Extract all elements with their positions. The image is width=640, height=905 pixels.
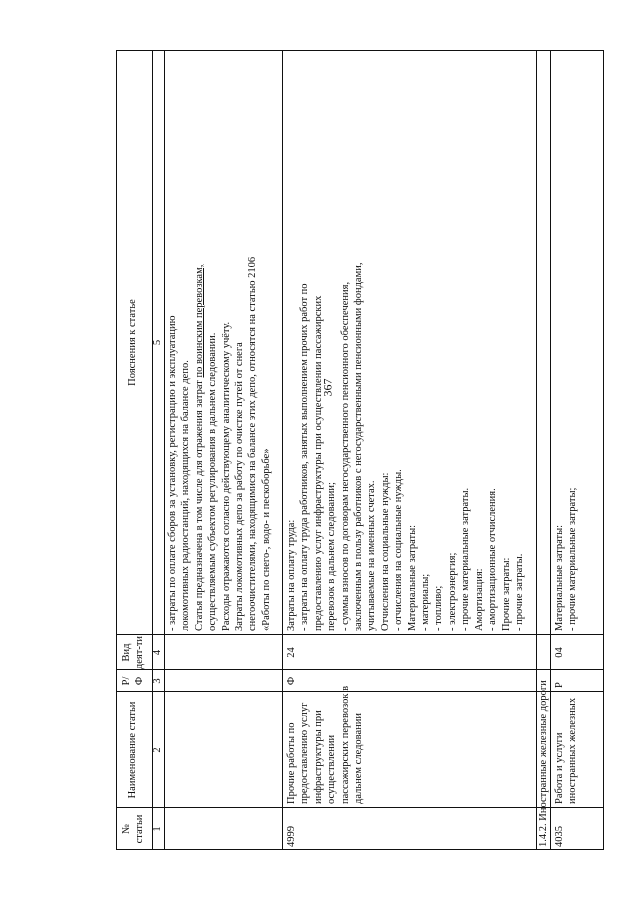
explanation-line: Отчисления на социальные нужды:: [379, 472, 391, 631]
header-col2: Наименование статьи: [127, 701, 138, 799]
explanation-line: - амортизационные отчисления.: [487, 488, 499, 631]
explanation-line: Затраты на оплату труда:: [286, 519, 297, 631]
explanation-line: - прочие затраты.: [513, 553, 525, 631]
header-col3-line: Ф: [134, 676, 146, 686]
explanation-line: перевозок в дальнем следовании;: [326, 482, 338, 631]
explanation-line: учитываемые на именных счетах.: [366, 480, 378, 631]
underlined-text: по воинским перевозкам,: [193, 264, 205, 378]
col-number: 3: [152, 678, 163, 684]
name-line: предоставлению услуг: [299, 702, 311, 804]
explanation-line: предоставлению услуг инфраструктуры при осуществлении пассажирских: [312, 295, 324, 631]
row-4999-activity: 24: [286, 647, 297, 658]
name-line: Работа и услуги: [554, 732, 565, 804]
col-separator: [116, 669, 604, 670]
explanation-line: Затраты локомотивных депо за работу по очистке путей от снега: [234, 342, 246, 631]
col-number: 4: [152, 649, 163, 656]
continued-explanation: [166, 53, 273, 631]
col-number: 2: [152, 747, 163, 753]
explanation-line: Расходы отражаются согласно действующему аналитическому учёту.: [220, 321, 232, 631]
explanation-line: - материалы;: [420, 573, 432, 631]
explanation-line: - отчисления на социальные нужды.: [393, 469, 405, 631]
numbers-row-border: [164, 50, 165, 850]
explanation-line: локомотивных радиостанций, находящихся на балансе депо.: [180, 360, 192, 631]
explanation-line: заключенным в пользу работников с негосударственными пенсионными фондами,: [353, 262, 365, 631]
name-line: пассажирских перевозок в: [339, 685, 351, 804]
explanation-line: - затраты по оплате сборов за установку, регистрацию и эксплуатацию: [167, 315, 178, 631]
row-4035-code: 4035: [554, 826, 565, 847]
explanation-line: Материальные затраты:: [406, 524, 418, 631]
header-col3: [120, 670, 147, 692]
header-col1-line: статьи: [134, 814, 146, 844]
row-4035-explanation: [553, 53, 580, 631]
row-4035-activity: 04: [554, 647, 565, 658]
explanation-line: - суммы взносов по договорам негосударственного пенсионного обеспечения,: [339, 281, 351, 631]
header-col1: [120, 808, 147, 850]
section-heading: 1.4.2. Иностранные железные дороги: [538, 680, 549, 847]
col-separator: [116, 691, 604, 692]
header-col4-line: Вид: [121, 643, 132, 662]
name-line: инфраструктуры при: [312, 710, 324, 804]
explanation-line: снегоочистителями, находящимися на балансе этих депо, относятся на статью 2106: [247, 256, 259, 631]
explanation-line: Прочие затраты:: [500, 557, 512, 631]
header-col4-line: деят-ти: [134, 635, 146, 670]
row-4035-name: [553, 694, 580, 804]
header-col1-line: №: [121, 823, 132, 835]
explanation-line: Амортизация:: [473, 568, 485, 631]
col-number: 1: [152, 826, 163, 832]
row-4999-name: [285, 685, 365, 804]
col-separator: [116, 634, 604, 635]
name-line: иностранных железных: [567, 697, 579, 804]
explanation-line: - прочие материальные затраты.: [460, 487, 472, 631]
row-4999-rf: Ф: [286, 676, 297, 686]
explanation-text: Статья предназначена в том числе для отражения затрат: [193, 377, 205, 631]
table-region: [116, 50, 604, 850]
name-line: дальнем следовании: [353, 712, 365, 804]
explanation-line: - топливо;: [433, 585, 445, 631]
explanation-line: [193, 53, 206, 631]
col-separator: [116, 807, 604, 808]
explanation-line: - затраты на оплату труда работников, занятых выполнением прочих работ по: [299, 283, 311, 631]
name-line: осуществлении: [326, 734, 338, 804]
explanation-line: осуществляемым субъектом регулирования в дальнем следовании.: [207, 332, 219, 631]
header-col4: [120, 635, 147, 670]
name-line: Прочие работы по: [286, 722, 297, 804]
row-4035-rf: Р: [554, 682, 565, 688]
col-number: 5: [152, 339, 163, 346]
explanation-line: «Работы по снего-, водо- и пескоборьбе»: [260, 448, 272, 631]
explanation-line: - электроэнергия;: [446, 552, 458, 631]
page-number: 367: [320, 378, 335, 397]
explanation-line: - прочие материальные затраты;: [567, 487, 579, 631]
row-4999-explanation: [285, 53, 526, 631]
row-border: [282, 50, 283, 850]
articles-table: [116, 50, 604, 850]
row-4999-code: 4999: [286, 826, 297, 847]
explanation-line: Материальные затраты:: [554, 524, 565, 631]
header-col5: Пояснения к статье: [127, 299, 138, 386]
header-col3-line: Р/: [121, 676, 132, 686]
